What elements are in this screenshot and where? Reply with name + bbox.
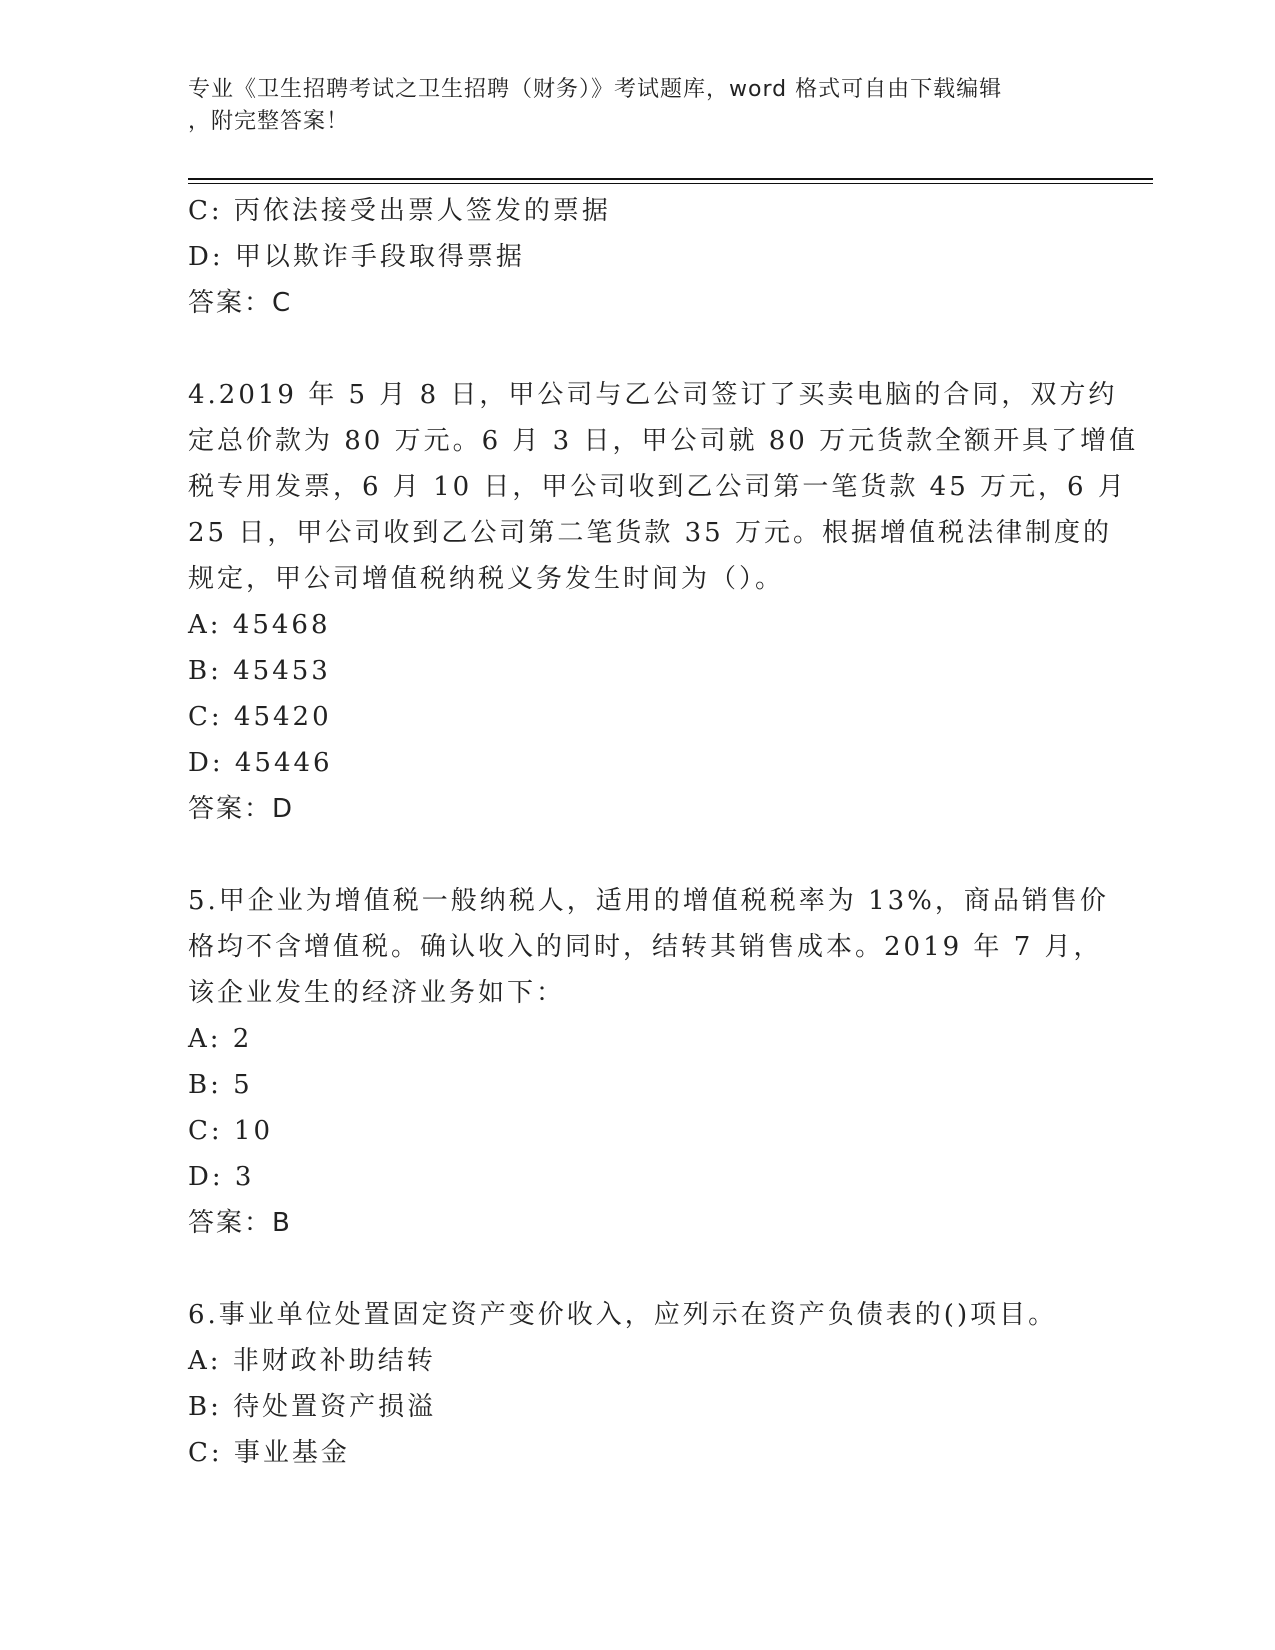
header-divider-thin: [188, 183, 1153, 184]
header-line-1: 专业《卫生招聘考试之卫生招聘（财务）》考试题库，word 格式可自由下载编辑: [188, 77, 1003, 102]
header-divider-thick: [188, 178, 1153, 180]
q6-stem-line: 6.事业单位处置固定资产变价收入，应列示在资产负债表的()项目。: [188, 1300, 1058, 1330]
q5-stem-line: 5.甲企业为增值税一般纳税人，适用的增值税税率为 13%，商品销售价: [188, 886, 1109, 916]
q3-option-c: C: 丙依法接受出票人签发的票据: [188, 196, 611, 226]
q5-option-b: B: 5: [188, 1070, 253, 1100]
q6-option-a: A: 非财政补助结转: [188, 1346, 436, 1376]
document-body: [188, 188, 1139, 1476]
q3-answer: 答案：C: [188, 288, 293, 318]
spacer: [188, 326, 1088, 372]
q5-option-c: C: 10: [188, 1116, 274, 1146]
q4-option-b: B: 45453: [188, 656, 331, 686]
q5-option-d: D: 3: [188, 1162, 255, 1192]
q5-stem-line: 该企业发生的经济业务如下：: [188, 978, 566, 1008]
q3-option-d: D: 甲以欺诈手段取得票据: [188, 242, 525, 272]
q4-option-c: C: 45420: [188, 702, 332, 732]
spacer: [188, 832, 1088, 878]
document-header: [188, 74, 1088, 138]
q5-stem-line: 格均不含增值税。确认收入的同时，结转其销售成本。2019 年 7 月，: [188, 932, 1103, 962]
q5-option-a: A: 2: [188, 1024, 253, 1054]
q4-stem-line: 税专用发票，6 月 10 日，甲公司收到乙公司第一笔货款 45 万元，6 月: [188, 472, 1127, 502]
q5-answer: 答案：B: [188, 1208, 292, 1238]
q4-stem-line: 定总价款为 80 万元。6 月 3 日，甲公司就 80 万元货款全额开具了增值: [188, 426, 1139, 456]
q4-option-a: A: 45468: [188, 610, 331, 640]
q6-option-c: C: 事业基金: [188, 1438, 350, 1468]
spacer: [188, 1246, 1088, 1292]
q4-stem-line: 25 日，甲公司收到乙公司第二笔货款 35 万元。根据增值税法律制度的: [188, 518, 1112, 548]
q4-stem: [188, 372, 1139, 602]
q6-option-b: B: 待处置资产损溢: [188, 1392, 437, 1422]
header-line-2: ，附完整答案！: [188, 109, 350, 134]
q6-stem: [188, 1292, 1088, 1338]
q4-stem-line: 4.2019 年 5 月 8 日，甲公司与乙公司签订了买卖电脑的合同，双方约: [188, 380, 1118, 410]
q5-stem: [188, 878, 1109, 1016]
q4-option-d: D: 45446: [188, 748, 333, 778]
q4-answer: 答案：D: [188, 794, 295, 824]
q4-stem-line: 规定，甲公司增值税纳税义务发生时间为（）。: [188, 564, 785, 594]
